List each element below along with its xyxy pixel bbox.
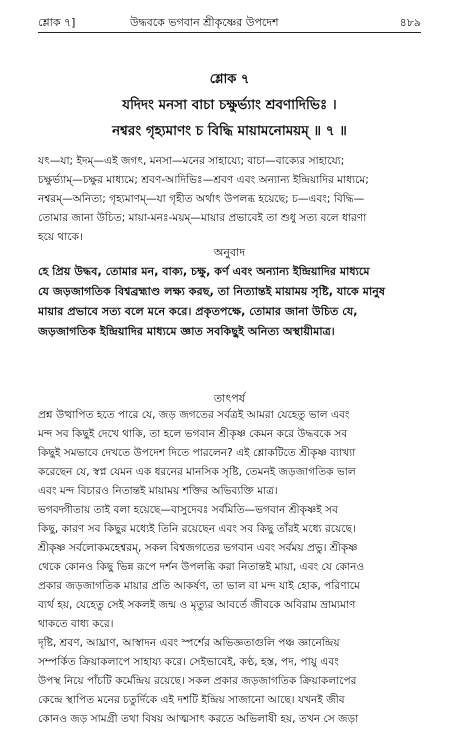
header-chapter-title: উদ্ধবকে ভগবান শ্রীকৃষ্ণের উপদেশ bbox=[130, 16, 279, 29]
purport-line: কিছুই সমভাবে দেখতে উপদেশ দিতে পারলেন? এই শ্লোকটিতে শ্রীকৃষ্ণ ব্যাখ্যা bbox=[38, 447, 356, 459]
synonyms-line: চক্ষুর্ভ্যাম্—চক্ষুর মাধ্যমে; শ্রবণ-আদিভিঃ—শ্রবণ এবং অন্যান্য ইন্দ্রিয়াদির মাধ্যমে; bbox=[38, 174, 369, 186]
purport-line: করেছেন যে, স্বপ্ন যেমন এক ধরনের মানসিক সৃষ্টি, তেমনই জড়জাগতিক ভাল bbox=[38, 466, 356, 478]
running-header bbox=[38, 14, 421, 30]
purport-line: ব্যর্থ হয়, যেহেতু সেই সকলই জন্ম ও মৃত্যুর আবর্তে জীবকে অবিরাম ভ্রাম্যমাণ bbox=[38, 599, 356, 611]
purport-line: প্রকার জড়জাগতিক মায়ার প্রতি আকর্ষণ, তা ভাল বা মন্দ যাই হোক, পরিণামে bbox=[38, 580, 360, 592]
translation-line: যে জড়জাগতিক বিশ্বব্রহ্মাণ্ড লক্ষ্য করছ, তা নিত্যান্তই মায়াময় সৃষ্টি, যাকে মানুষ bbox=[38, 285, 386, 298]
purport-line: সম্পর্কিত ক্রিয়াকলাপে সাহায্য করে। সেইভাবেই, কণ্ঠ, হস্ত, পদ, পায়ু এবং bbox=[38, 656, 339, 668]
synonyms-line: হয়ে থাকে। bbox=[38, 231, 83, 243]
translation-line: হে প্রিয় উদ্ধব, তোমার মন, বাক্য, চক্ষু, কর্ণ এবং অন্যান্য ইন্দ্রিয়াদির মাধ্যমে bbox=[38, 265, 370, 278]
purport-line: উপস্থ নিয়ে পাঁচটি কর্মেন্দ্রিয় রয়েছে। সকল প্রকার জড়জাগতিক ক্রিয়াকলাপের bbox=[38, 675, 357, 687]
verse-title: শ্লোক ৭ bbox=[209, 72, 250, 87]
synonyms-line: তোমার জানা উচিত; মায়া-মনঃ-ময়ম্—মায়ার প্রভাবেই তা শুধু সত্য বলে ধারণা bbox=[38, 212, 367, 224]
purport-paragraph bbox=[38, 406, 421, 729]
purport-line: থাকতে বাধ্য করে। bbox=[38, 618, 114, 630]
purport-heading: তাৎপর্য bbox=[213, 392, 246, 405]
header-verse-ref: শ্লোক ৭] bbox=[38, 16, 76, 29]
header-rule bbox=[38, 32, 421, 33]
purport-line: কেন্দ্রে স্থাপিত মনের চতুর্দিকে এই দশটি ইন্দ্রিয় সাজানো আছে। যখনই জীব bbox=[38, 694, 345, 706]
verse-line-1: যদিদং মনসা বাচা চক্ষুর্ভ্যাং শ্রবণাদিভিঃ । bbox=[122, 97, 337, 113]
verse-line-2: নশ্বরং গৃহ্যমাণং চ বিদ্ধি মায়ামনোময়ম্ ॥ ৭ ॥ bbox=[112, 123, 347, 139]
purport-line: দৃষ্টি, শ্রবণ, আঘ্রাণ, আস্বাদন এবং স্পর্শের অভিজ্ঞতাগুলি পঞ্চ জ্ঞানেন্দ্রিয় bbox=[38, 637, 340, 649]
translation-paragraph bbox=[38, 262, 421, 342]
purport-line: ভগবদ্গীতায় তাই বলা হয়েছে—বাসুদেবঃ সর্বমিতি—ভগবান শ্রীকৃষ্ণই সব bbox=[38, 504, 339, 516]
synonyms-paragraph bbox=[38, 152, 421, 247]
purport-line: থেকে কোনও কিছু ভিন্ন রূপে দর্শন উপলব্ধি করা নিতান্তই মায়া, এবং যে কোনও bbox=[38, 561, 365, 573]
purport-line: কিছু, কারণ সব কিছুর মধ্যেই তিনি রয়েছেন এবং সব কিছু তাঁরই মধ্যে রয়েছে। bbox=[38, 523, 356, 535]
purport-line: শ্রীকৃষ্ণ সর্বলোকমহেশ্বরম্, সকল বিশ্বজগতের ভগবান এবং সর্বময় প্রভু। শ্রীকৃষ্ণ bbox=[38, 542, 358, 554]
purport-line: প্রশ্ন উত্থাপিত হতে পারে যে, জড় জগতের সর্বত্রই আমরা যেহেতু ভাল এবং bbox=[38, 409, 350, 421]
purport-line: মন্দ সব কিছুই দেখে থাকি, তা হলে ভগবান শ্রীকৃষ্ণ কেমন করে উদ্ধবকে সব bbox=[38, 428, 348, 440]
synonyms-line: নশ্বরম্—অনিত্য; গৃহ্যমাণম্—যা গৃহীত অর্থাৎ উপলব্ধ হয়েছে; চ—এবং; বিদ্ধি— bbox=[38, 193, 365, 205]
purport-line: কোনও জড় সামগ্রী তথা বিষয় আত্মসাৎ করতে অভিলাষী হয়, তখন সে জড়া bbox=[38, 713, 359, 725]
purport-line: এবং মন্দ বিচারও নিতান্তই মায়াময় শক্তির অভিব্যক্তি মাত্র। bbox=[38, 485, 278, 497]
page-number: ৪৮৯ bbox=[399, 16, 421, 29]
translation-line: মায়ার প্রভাবে সত্য বলে মনে করে। প্রকৃতপক্ষে, তোমার জানা উচিত যে, bbox=[38, 305, 358, 318]
translation-heading: অনুবাদ bbox=[213, 246, 246, 259]
translation-line: জড়জাগতিক ইন্দ্রিয়াদির মাধ্যমে জ্ঞাত সবকিছুই অনিত্য অস্থায়ীমাত্র। bbox=[38, 325, 335, 338]
synonyms-line: যৎ—যা; ইদম্—এই জগৎ, মনসা—মনের সাহায্যে; বাচা—বাক্যের সাহায্যে; bbox=[38, 155, 345, 167]
